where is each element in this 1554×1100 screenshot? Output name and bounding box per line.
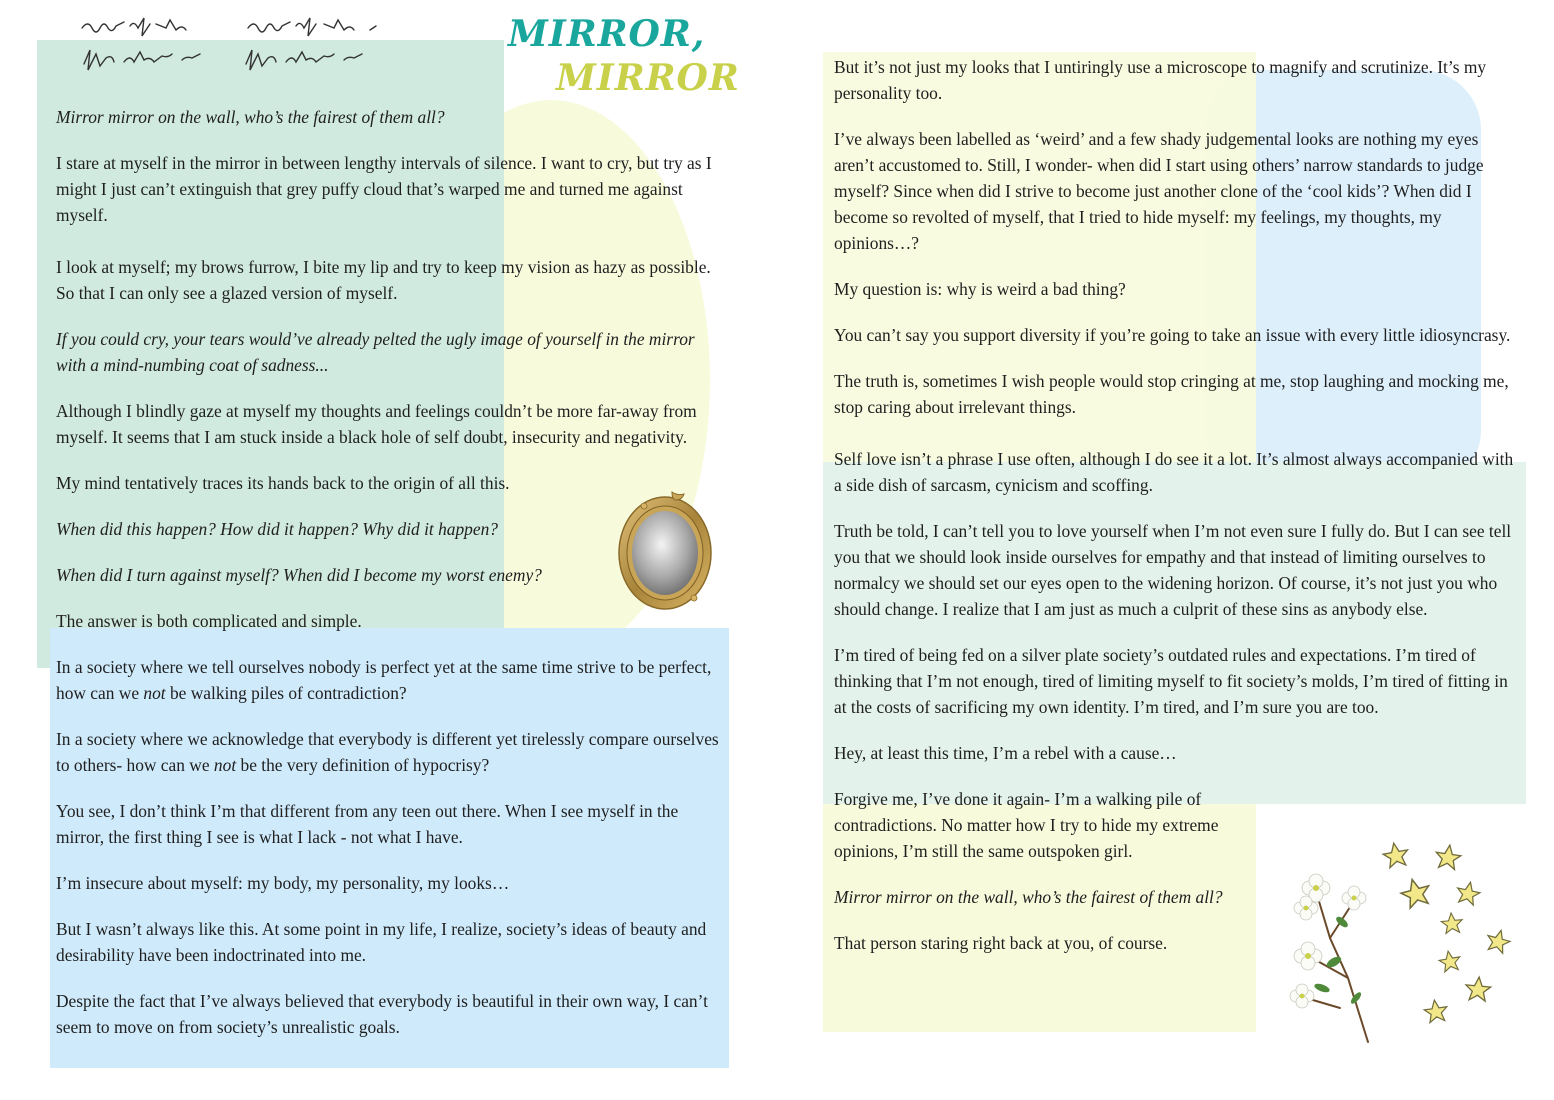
mirror-illustration (614, 488, 716, 614)
paragraph (56, 726, 726, 778)
paragraph: I’m insecure about myself: my body, my personality, my looks… (56, 873, 510, 893)
text-run: be walking piles of contradiction? (165, 683, 407, 703)
paragraph: Forgive me, I’ve done it again- I’m a walking pile of contradictions. No matter how I try to hide my extreme opinions, I’m still the same outspoken girl. (834, 789, 1219, 861)
paragraph: I look at myself; my brows furrow, I bite my lip and try to keep my vision as hazy as possible. So that I can only see a glazed version of myself. (56, 257, 711, 303)
paragraph: Despite the fact that I’ve always believed that everybody is beautiful in their own way, I can’t seem to move on from society’s unrealistic goals. (56, 991, 708, 1037)
paragraph: Although I blindly gaze at myself my thoughts and feelings couldn’t be more far-away from myself. It seems that I am stuck inside a black hole of self doubt, insecurity and negativity. (56, 401, 697, 447)
paragraph: That person staring right back at you, of course. (834, 933, 1168, 953)
emphasis: not (143, 683, 166, 703)
paragraph: Mirror mirror on the wall, who’s the fairest of them all? (834, 887, 1223, 907)
handwriting-scribble (78, 12, 438, 82)
paragraph: Hey, at least this time, I’m a rebel with a cause… (834, 743, 1177, 763)
paragraph: When did this happen? How did it happen? Why did it happen? (56, 519, 498, 539)
paragraph: But it’s not just my looks that I untiringly use a microscope to magnify and scrutinize. It’s my personality too. (834, 57, 1487, 103)
paragraph: Truth be told, I can’t tell you to love yourself when I’m not even sure I fully do. But I can see tell you that we should look inside ourselves for empathy and that instead of limiting ourselves to normalcy we should set our eyes open to the widening horizon. Of course, it’s not just you who should change. I realize that I am just as much a culprit of these sins as anybody else. (834, 521, 1512, 619)
paragraph: But I wasn’t always like this. At some point in my life, I realize, society’s ideas of beauty and desirability have been indoctrinated into me. (56, 919, 707, 965)
paragraph: I stare at myself in the mirror in between lengthy intervals of silence. I want to cry, but try as I might I just can’t extinguish that grey puffy cloud that’s warped me and turned me against myself. (56, 153, 712, 225)
paragraph: If you could cry, your tears would’ve already pelted the ugly image of yourself in the mirror with a mind-numbing coat of sadness... (56, 329, 695, 375)
text-run: be the very definition of hypocrisy? (236, 755, 490, 775)
paragraph: The answer is both complicated and simple. (56, 611, 362, 631)
title-line-1: MIRROR, (508, 13, 706, 55)
paragraph: You can’t say you support diversity if you’re going to take an issue with every little idiosyncrasy. (834, 325, 1511, 345)
text-run: In a society where we acknowledge that everybody is different yet tirelessly compare ourselves to others- how can we (56, 729, 719, 775)
paragraph: When did I turn against myself? When did I become my worst enemy? (56, 565, 542, 585)
paragraph: I’ve always been labelled as ‘weird’ and a few shady judgemental looks are nothing my eyes aren’t accustomed to. Still, I wonder- when did I start using others’ narrow standards to judge myself? Since when did I strive to become just another clone of the ‘cool kids’? When did I become so revolted of myself, that I tried to hide myself: my feelings, my thoughts, my opinions…? (834, 129, 1484, 253)
stars-illustration (1370, 838, 1520, 1038)
paragraph (56, 654, 726, 706)
paragraph: You see, I don’t think I’m that different from any teen out there. When I see myself in the mirror, the first thing I see is what I lack - not what I have. (56, 801, 679, 847)
text-run: In a society where we tell ourselves nobody is perfect yet at the same time strive to be perfect, how can we (56, 657, 712, 703)
paragraph: The truth is, sometimes I wish people would stop cringing at me, stop laughing and mocking me, stop caring about irrelevant things. (834, 371, 1509, 417)
paragraph: Self love isn’t a phrase I use often, although I do see it a lot. It’s almost always accompanied with a side dish of sarcasm, cynicism and scoffing. (834, 449, 1514, 495)
paragraph: Mirror mirror on the wall, who’s the fairest of them all? (56, 107, 445, 127)
paragraph: I’m tired of being fed on a silver plate society’s outdated rules and expectations. I’m tired of thinking that I’m not enough, tired of limiting myself to fit society’s molds, I’m tired of fitting in at the costs of sacrificing my own identity. I’m tired, and I’m sure you are too. (834, 645, 1508, 717)
emphasis: not (213, 755, 237, 775)
paragraph: My mind tentatively traces its hands back to the origin of all this. (56, 473, 510, 493)
paragraph: My question is: why is weird a bad thing? (834, 279, 1126, 299)
title-line-2: MIRROR (556, 57, 740, 99)
